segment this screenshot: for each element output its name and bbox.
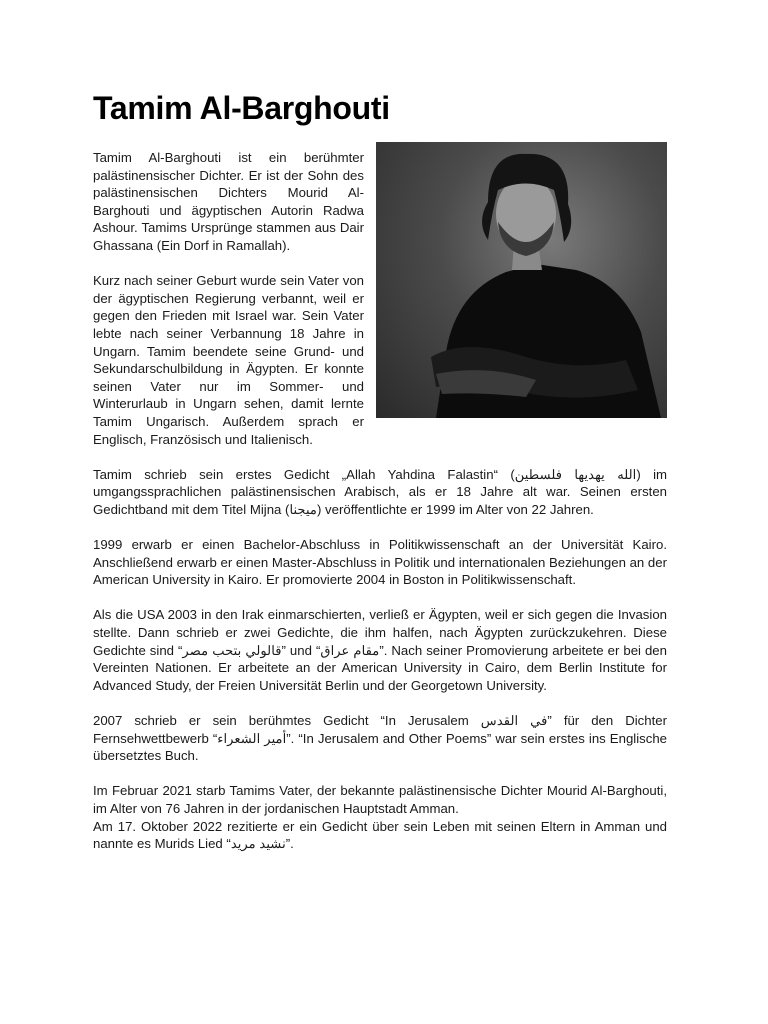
paragraph-jerusalem-poem: 2007 schrieb er sein berühmtes Gedicht “In Jerusalem في القدس” für den Dichter Fernsehwettbewerb “أمير الشعراء”. “In Jerusalem and Other Poems” war sein erstes ins Englische übersetztes Buch.: [93, 713, 667, 764]
portrait-photo: [376, 142, 667, 418]
paragraph-murids-song: Am 17. Oktober 2022 rezitierte er ein Gedicht über sein Leben mit seinen Eltern in Amman und nannte es Murids Lied “نشيد مريد”.: [93, 818, 667, 852]
paragraph-iraq-invasion: Als die USA 2003 in den Irak einmarschierten, verließ er Ägypten, weil er sich gegen die Invasion stellte. Dann schrieb er zwei Gedichte, die ihm halfen, nach Ägypten zurückzukehren. Diese Gedichte sind “قالولي بتحب مصر” und “مقام عراق”. Nach seiner Promovierung arbeitete er bei den Vereinten Nationen. Er arbeitete an der American University in Cairo, dem Berlin Institute for Advanced Study, der Freien Universität Berlin und der Georgetown University.: [93, 607, 667, 693]
paragraph-origins: Tamim Al-Barghouti ist ein berühmter palästinensischer Dichter. Er ist der Sohn des palästinensischen Dichters Mourid Al-Barghouti und ägyptischen Autorin Radwa Ashour. Tamims Ursprünge stammen aus Dair Ghassana (Ein Dorf in Ramallah).: [93, 150, 364, 253]
paragraph-first-poem: Tamim schrieb sein erstes Gedicht „Allah Yahdina Falastin“ (الله يهديها فلسطين) im umgangssprachlichen palästinensischen Arabisch, als er 18 Jahre alt war. Seinen ersten Gedichtband mit dem Titel Mijna (ميجنا) veröffentlichte er 1999 im Alter von 22 Jahren.: [93, 466, 667, 517]
paragraph-father-death: Im Februar 2021 starb Tamims Vater, der bekannte palästinensische Dichter Mourid Al-Barghouti, im Alter von 76 Jahren in der jordanischen Hauptstadt Amman.: [93, 783, 667, 816]
portrait-figure-icon: [376, 142, 667, 418]
paragraph-exile: Kurz nach seiner Geburt wurde sein Vater von der ägyptischen Regierung verbannt, weil er gegen den Frieden mit Israel war. Sein Vater lebte nach seiner Verbannung 18 Jahre in Ungarn. Tamim beendete seine Grund- und Sekundarschulbildung in Ägypten. Er konnte seinen Vater nur im Sommer- und Winterurlaub in Ungarn sehen, damit lernte Tamim Ungarisch. Außerdem sprach er Englisch, Französisch und Italienisch.: [93, 273, 364, 447]
page-title: Tamim Al-Barghouti: [93, 90, 390, 126]
document-page: [93, 88, 667, 870]
paragraph-education: 1999 erwarb er einen Bachelor-Abschluss in Politikwissenschaft an der Universität Kairo. Anschließend erwarb er einen Master-Abschluss in Politik und internationalen Beziehungen an der American University in Kairo. Er promovierte 2004 in Boston in Politikwissenschaft.: [93, 537, 667, 588]
